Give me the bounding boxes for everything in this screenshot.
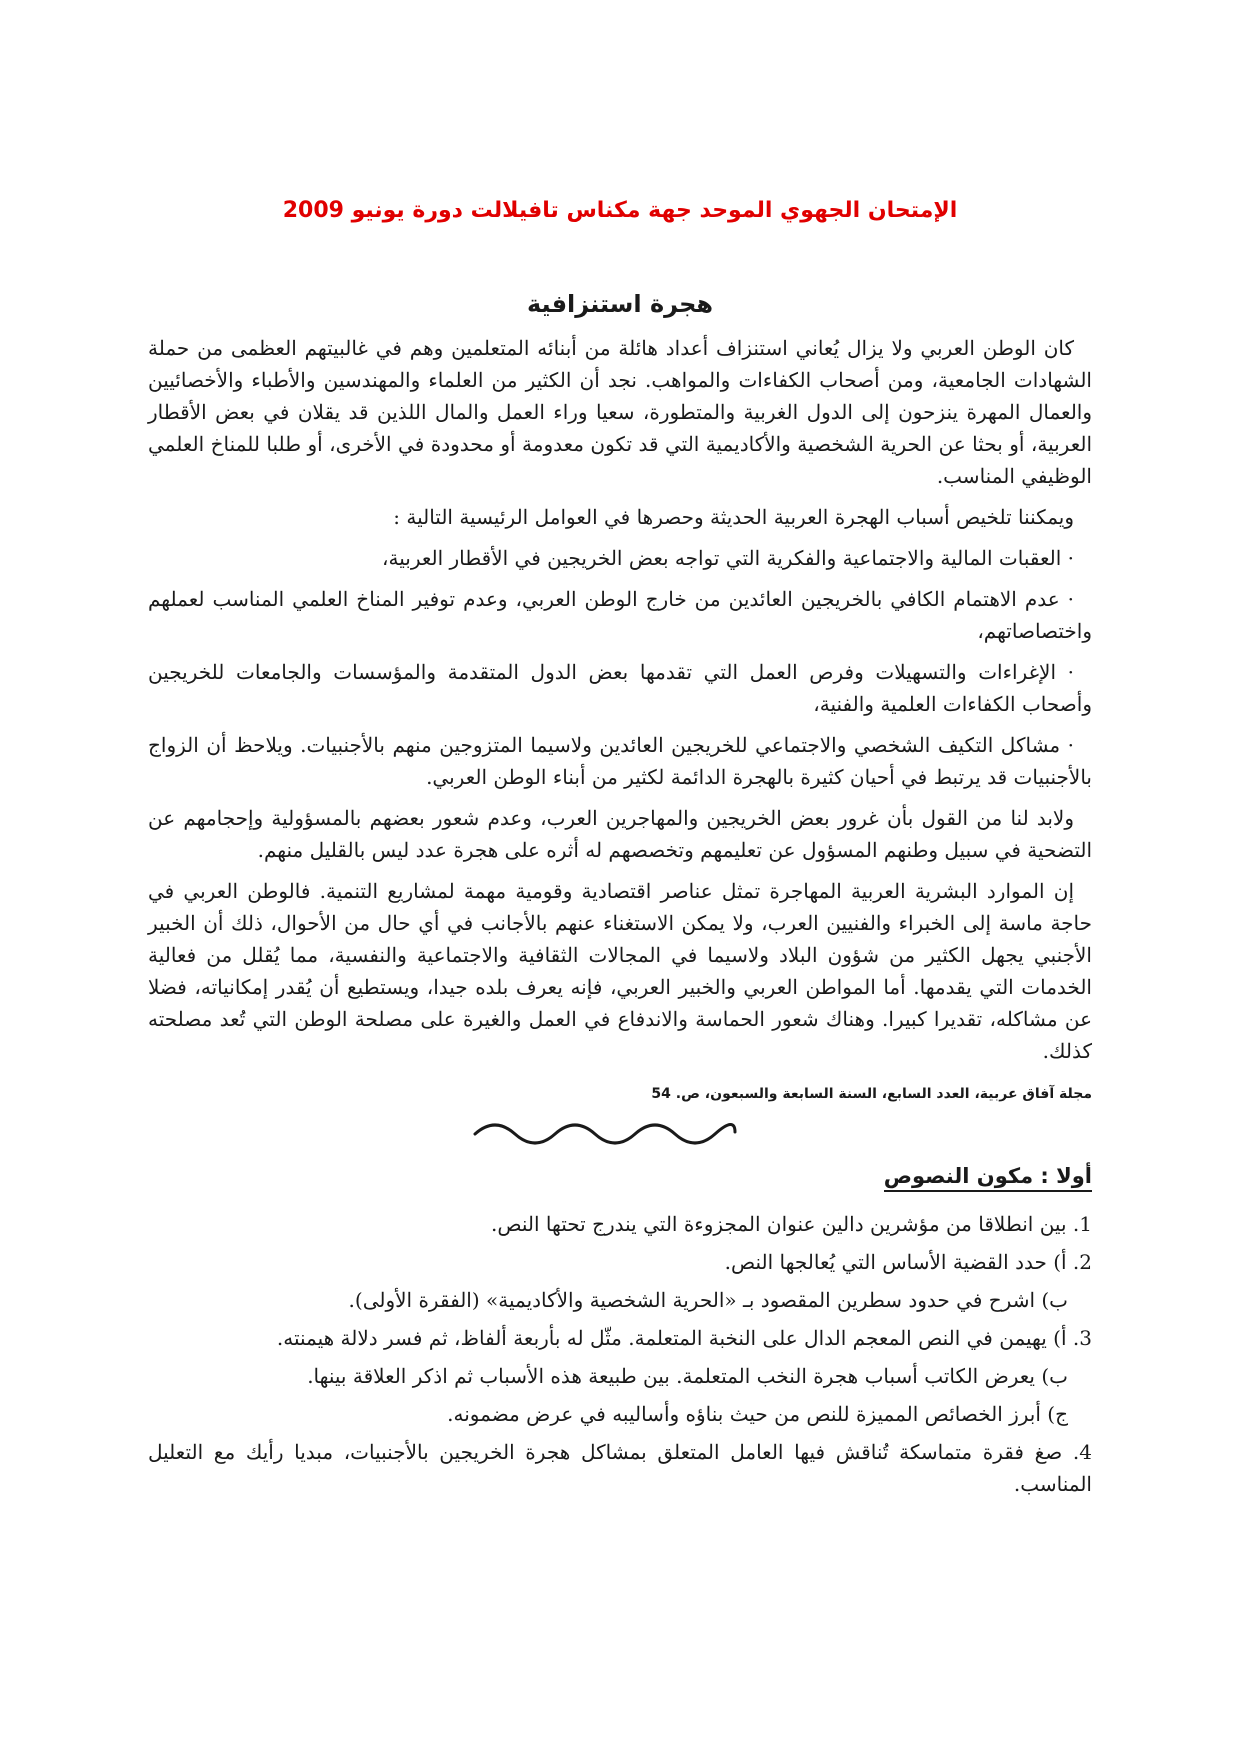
paragraph: إن الموارد البشرية العربية المهاجرة تمثل عناصر اقتصادية وقومية مهمة لمشاريع التنمية. فالوطن العربي في حاجة ماسة إلى الخبراء والفنيين العرب، ولا يمكن الاستغناء عنهم بالأجانب في أي حال من الأحوال، ذلك أن الخبير الأجنبي يجهل الكثير من شؤون البلاد ولاسيما في المجالات الثقافية والاجتماعية والنفسية، مما يُقلل من فعالية الخدمات التي يقدمها. أما المواطن العربي والخبير العربي، فإنه يعرف بلده جيدا، ويستطيع أن يُقدر إمكانياته، فضلا عن مشاكله، تقديرا كبيرا. وهناك شعور الحماسة والاندفاع في العمل والغيرة على مصلحة الوطن التي تُعد مصلحته كذلك. <box>148 879 1092 1063</box>
section-title: أولا : مكون النصوص <box>884 1164 1092 1192</box>
paragraph: ويمكننا تلخيص أسباب الهجرة العربية الحديثة وحصرها في العوامل الرئيسية التالية : <box>393 505 1074 529</box>
paragraph: · مشاكل التكيف الشخصي والاجتماعي للخريجين العائدين ولاسيما المتزوجين منهم بالأجنبيات. ويلاحظ أن الزواج بالأجنبيات قد يرتبط في أحيان كثيرة بالهجرة الدائمة لكثير من أبناء الوطن العربي. <box>148 733 1092 789</box>
paragraph: كان الوطن العربي ولا يزال يُعاني استنزاف أعداد هائلة من أبنائه المتعلمين وهم في غالبيتهم العظمى من حملة الشهادات الجامعية، ومن أصحاب الكفاءات والمواهب. نجد أن الكثير من العلماء والمهندسين والأطباء والأخصائيين والعمال المهرة ينزحون إلى الدول الغربية والمتطورة، سعيا وراء العمل والمال اللذين قد يقلان في بعض الأقطار العربية، أو بحثا عن الحرية الشخصية والأكاديمية التي قد تكون معدومة أو محدودة في الأخرى، أو طلبا للمناخ العلمي الوظيفي المناسب. <box>148 336 1092 488</box>
wave-divider <box>470 1112 740 1148</box>
question-item: 3. أ) يهيمن في النص المعجم الدال على النخبة المتعلمة. مثّل له بأربعة ألفاظ، ثم فسر دلالة هيمنته. <box>276 1326 1092 1350</box>
exam-title: الإمتحان الجهوي الموحد جهة مكناس تافيلالت دورة يونيو 2009 <box>282 198 958 223</box>
questions-list <box>148 1208 1092 1506</box>
paragraph: · الإغراءات والتسهيلات وفرص العمل التي تقدمها بعض الدول المتقدمة والمؤسسات والجامعات للخريجين وأصحاب الكفاءات العلمية والفنية، <box>148 660 1092 716</box>
section-heading <box>0 1164 1092 1188</box>
paragraph: ولابد لنا من القول بأن غرور بعض الخريجين والمهاجرين العرب، وعدم شعور بعضهم بالمسؤولية وإحجامهم عن التضحية في سبيل وطنهم المسؤول عن تعليمهم وتخصصهم له أثره على هجرة عدد ليس بالقليل منهم. <box>148 806 1092 862</box>
question-item: 1. بين انطلاقا من مؤشرين دالين عنوان المجزوءة التي يندرج تحتها النص. <box>491 1212 1092 1236</box>
paragraph: · عدم الاهتمام الكافي بالخريجين العائدين من خارج الوطن العربي، وعدم توفير المناخ العلمي المناسب لعملهم واختصاصاتهم، <box>148 587 1092 643</box>
text-title: هجرة استنزافية <box>526 290 714 318</box>
question-item: 2. أ) حدد القضية الأساس التي يُعالجها النص. <box>724 1250 1092 1274</box>
source-citation: مجلة آفاق عربية، العدد السابع، السنة السابعة والسبعون، ص. 54 <box>651 1086 1092 1102</box>
question-item: ب) اشرح في حدود سطرين المقصود بـ «الحرية الشخصية والأكاديمية» (الفقرة الأولى). <box>348 1288 1068 1312</box>
question-item: ج) أبرز الخصائص المميزة للنص من حيث بناؤه وأساليبه في عرض مضمونه. <box>447 1402 1068 1426</box>
question-item: 4. صغ فقرة متماسكة تُناقش فيها العامل المتعلق بمشاكل هجرة الخريجين بالأجنبيات، مبديا رأيك مع التعليل المناسب. <box>148 1440 1092 1496</box>
paragraph: · العقبات المالية والاجتماعية والفكرية التي تواجه بعض الخريجين في الأقطار العربية، <box>382 546 1074 570</box>
question-item: ب) يعرض الكاتب أسباب هجرة النخب المتعلمة. بين طبيعة هذه الأسباب ثم اذكر العلاقة بينها. <box>307 1364 1068 1388</box>
article-body <box>148 332 1092 1067</box>
